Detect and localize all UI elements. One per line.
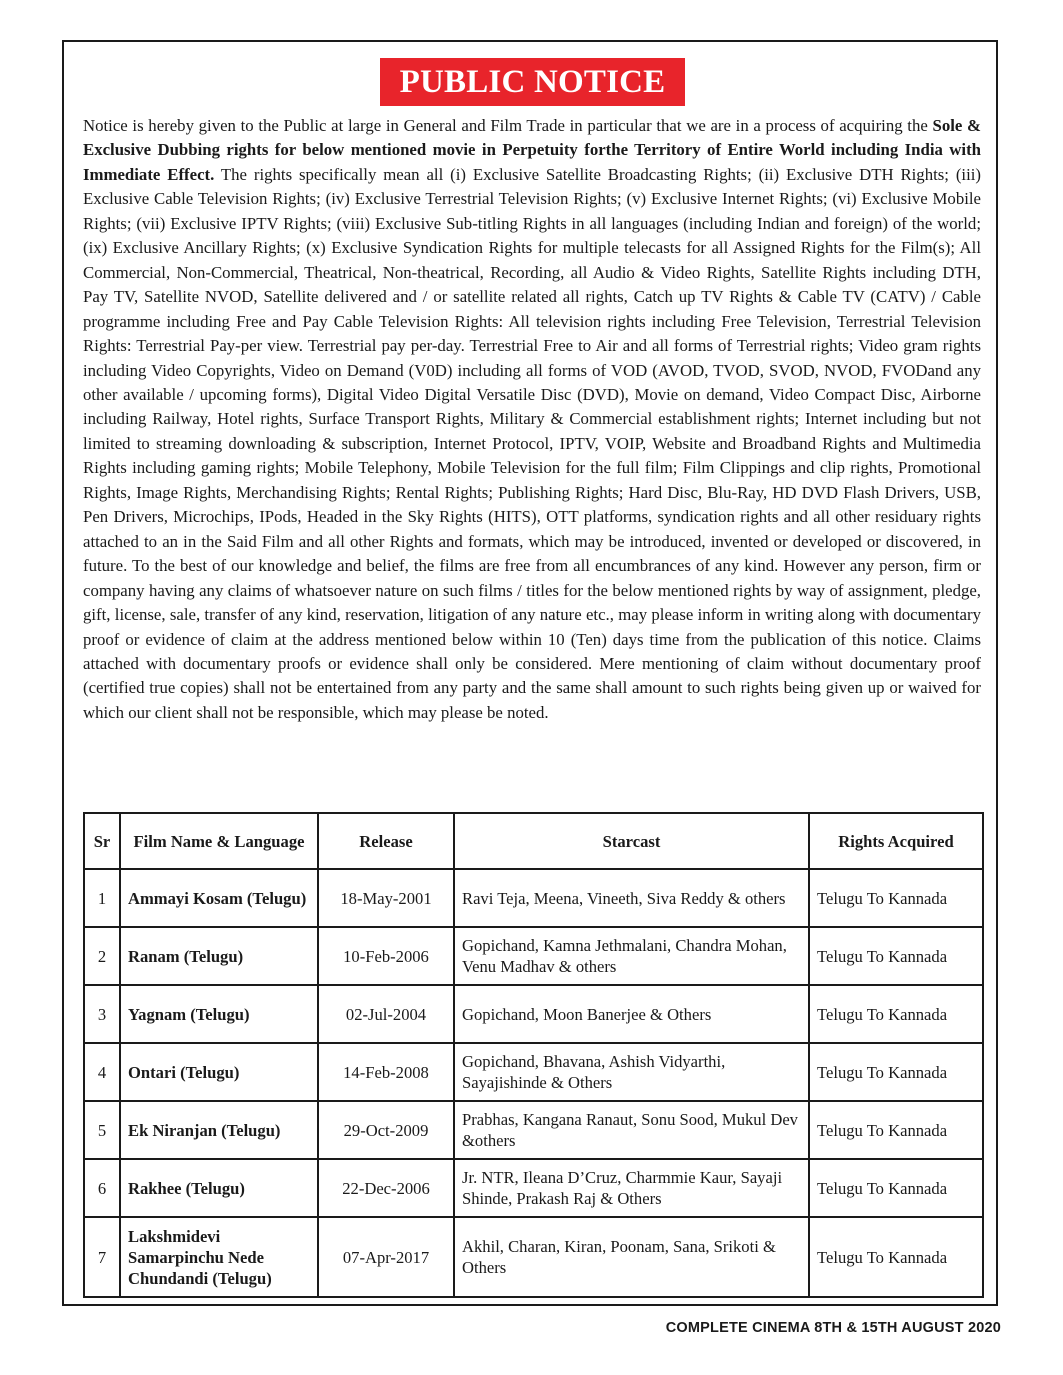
notice-title: PUBLIC NOTICE [380, 58, 685, 106]
notice-intro-text: Notice is hereby given to the Public at large in General and Film Trade in particular that we are in a process of acquiring the [83, 116, 933, 135]
cell-film-name: Rakhee (Telugu) [120, 1159, 318, 1217]
cell-release: 18-May-2001 [318, 869, 454, 927]
cell-release: 29-Oct-2009 [318, 1101, 454, 1159]
cell-rights-acquired: Telugu To Kannada [809, 1101, 983, 1159]
rights-table [83, 812, 984, 1298]
table-row [84, 1043, 983, 1101]
cell-film-name: Ammayi Kosam (Telugu) [120, 869, 318, 927]
table-row [84, 1217, 983, 1297]
cell-starcast: Gopichand, Kamna Jethmalani, Chandra Mohan, Venu Madhav & others [454, 927, 809, 985]
cell-rights-acquired: Telugu To Kannada [809, 1217, 983, 1297]
cell-rights-acquired: Telugu To Kannada [809, 1159, 983, 1217]
cell-sr: 7 [84, 1217, 120, 1297]
cell-rights-acquired: Telugu To Kannada [809, 869, 983, 927]
cell-film-name: Ek Niranjan (Telugu) [120, 1101, 318, 1159]
cell-sr: 5 [84, 1101, 120, 1159]
cell-starcast: Gopichand, Bhavana, Ashish Vidyarthi, Sayajishinde & Others [454, 1043, 809, 1101]
table-row [84, 1101, 983, 1159]
cell-starcast: Jr. NTR, Ileana D’Cruz, Charmmie Kaur, Sayaji Shinde, Prakash Raj & Others [454, 1159, 809, 1217]
publication-footer: COMPLETE CINEMA 8TH & 15TH AUGUST 2020 [665, 1320, 1001, 1336]
cell-rights-acquired: Telugu To Kannada [809, 985, 983, 1043]
cell-sr: 4 [84, 1043, 120, 1101]
notice-rights-text: The rights specifically mean all (i) Exclusive Satellite Broadcasting Rights; (ii) Exclusive DTH Rights; (iii) Exclusive Cable Television Rights; (iv) Exclusive Terrestrial Television Rights; (v) Exclusive Internet Rights; (vi) Exclusive Mobile Rights; (vii) Exclusive IPTV Rights; (viii) Exclusive Sub-titling Rights in all languages (including Indian and foreign) of the world; (ix) Exclusive Ancillary Rights; (x) Exclusive Syndication Rights for multiple telecasts for all Assigned Rights for the Film(s); All Commercial, Non-Commercial, Theatrical, Non-theatrical, Recording, all Audio & Video Rights, Satellite Rights including DTH, Pay TV, Satellite NVOD, Satellite delivered and / or satellite related all rights, Catch up TV Rights & Cable TV (CATV) / Cable programme including Free and Pay Cable Television Rights: All television rights including Free Television, Terrestrial Television Rights: Terrestrial Pay-per view. Terrestrial pay per-day. Terrestrial Free to Air and all forms of Terrestrial rights; Video gram rights including Video Copyrights, Video on Demand (V0D) including all forms of VOD (AVOD, TVOD, SVOD, NVOD, FVODand any other available / upcoming forms), Digital Video Digital Versatile Disc (DVD), Movie on demand, Video Compact Disc, Airborne including Railway, Hotel rights, Surface Transport Rights, Military & Commercial establishment rights; Internet including but not limited to streaming downloading & subscription, Internet Protocol, IPTV, VOIP, Website and Broadband Rights and Multimedia Rights including gaming rights; Mobile Telephony, Mobile Television for the full film; Film Clippings and clip rights, Promotional Rights, Image Rights, Merchandising Rights; Rental Rights; Publishing Rights; Hard Disc, Blu-Ray, HD DVD Flash Drivers, USB, Pen Drivers, Microchips, IPods, Headed in the Sky Rights (HITS), OTT platforms, syndication rights and all other residuary rights attached to an in the Said Film and all other Rights and formats, which may be introduced, invented or developed or discovered, in future. To the best of our knowledge and belief, the films are free from all encumbrances of any kind. However any person, firm or company having any claims of whatsoever nature on such films / titles for the below mentioned rights by way of assignment, pledge, gift, license, sale, transfer of any kind, reservation, litigation of any nature etc., may please inform in writing along with documentary proof or evidence of claim at the address mentioned below within 10 (Ten) days time from the publication of this notice. Claims attached with documentary proofs or evidence shall only be considered. Mere mentioning of claim without documentary proof (certified true copies) shall not be entertained from any party and the same shall amount to such rights being given up or waived for which our client shall not be responsible, which may please be noted. [83, 164, 981, 722]
cell-release: 02-Jul-2004 [318, 985, 454, 1043]
cell-sr: 6 [84, 1159, 120, 1217]
notice-body [83, 114, 981, 725]
cell-film-name: Lakshmidevi Samarpinchu Nede Chundandi (Telugu) [120, 1217, 318, 1297]
cell-release: 10-Feb-2006 [318, 927, 454, 985]
cell-sr: 1 [84, 869, 120, 927]
table-header-row [84, 813, 983, 869]
cell-rights-acquired: Telugu To Kannada [809, 1043, 983, 1101]
cell-starcast: Ravi Teja, Meena, Vineeth, Siva Reddy & others [454, 869, 809, 927]
cell-rights-acquired: Telugu To Kannada [809, 927, 983, 985]
header-sr: Sr [84, 813, 120, 869]
cell-release: 22-Dec-2006 [318, 1159, 454, 1217]
cell-starcast: Gopichand, Moon Banerjee & Others [454, 985, 809, 1043]
header-release: Release [318, 813, 454, 869]
header-starcast: Starcast [454, 813, 809, 869]
cell-starcast: Prabhas, Kangana Ranaut, Sonu Sood, Mukul Dev &others [454, 1101, 809, 1159]
cell-film-name: Yagnam (Telugu) [120, 985, 318, 1043]
table-row [84, 1159, 983, 1217]
header-rights-acquired: Rights Acquired [809, 813, 983, 869]
cell-release: 14-Feb-2008 [318, 1043, 454, 1101]
cell-sr: 3 [84, 985, 120, 1043]
notice-bold-text: Sole & Exclusive Dubbing rights for below mentioned movie in Perpetuity forthe Territory of Entire World including India with Immediate Effect. [83, 116, 981, 184]
cell-film-name: Ranam (Telugu) [120, 927, 318, 985]
cell-starcast: Akhil, Charan, Kiran, Poonam, Sana, Srikoti & Others [454, 1217, 809, 1297]
notice-frame [62, 40, 998, 1306]
cell-sr: 2 [84, 927, 120, 985]
table-row [84, 869, 983, 927]
cell-film-name: Ontari (Telugu) [120, 1043, 318, 1101]
table-row [84, 927, 983, 985]
table-row [84, 985, 983, 1043]
header-film-name: Film Name & Language [120, 813, 318, 869]
cell-release: 07-Apr-2017 [318, 1217, 454, 1297]
